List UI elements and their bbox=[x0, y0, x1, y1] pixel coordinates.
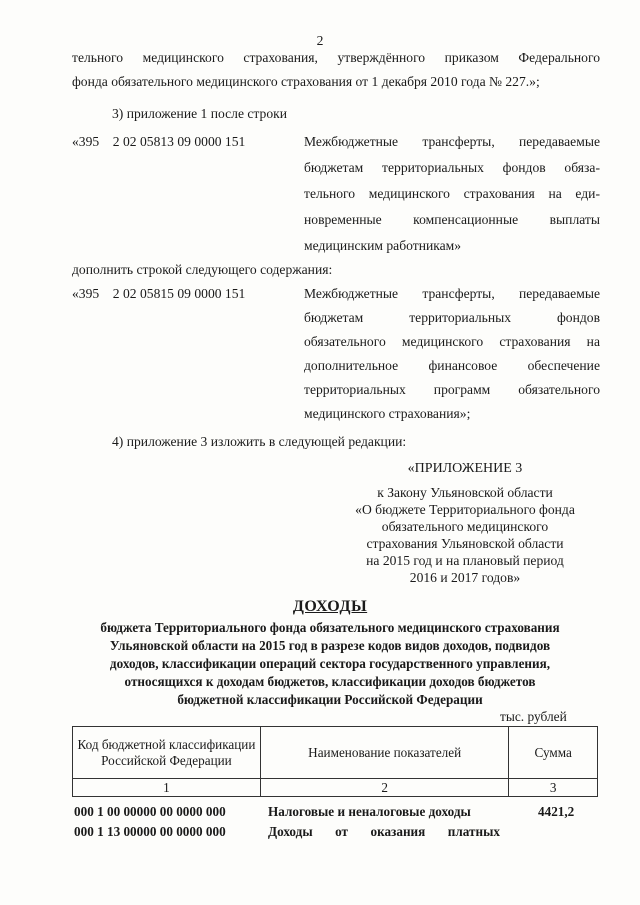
row-1-text-4: новременные компенсационные выплаты bbox=[304, 212, 600, 227]
appendix-title: «ПРИЛОЖЕНИЕ 3 bbox=[407, 461, 523, 476]
row-1-text-3: тельного медицинского страхования на еди- bbox=[304, 186, 600, 201]
row-2-text-1: Межбюджетные трансферты, передаваемые bbox=[304, 286, 600, 301]
intro-line-2: фонда обязательного медицинского страхования от 1 декабря 2010 года № 227.»; bbox=[72, 74, 540, 89]
table-row-1-name: Налоговые и неналоговые доходы bbox=[268, 804, 471, 819]
heading-title-text: ДОХОДЫ bbox=[292, 598, 368, 615]
table-number-row bbox=[73, 779, 598, 797]
appendix-line-4: страхования Ульяновской области bbox=[366, 536, 564, 551]
row-2-text-6: медицинского страхования»; bbox=[304, 406, 471, 421]
table-row-1-code: 000 1 00 00000 00 0000 000 bbox=[74, 804, 226, 819]
page-number: 2 bbox=[316, 33, 324, 48]
header-sum: Сумма bbox=[509, 727, 598, 779]
appendix-line-3: обязательного медицинского bbox=[381, 519, 549, 534]
heading-line-3: доходов, классификации операций сектора государственного управления, bbox=[109, 656, 551, 671]
row-1-text-2: бюджетам территориальных фондов обяза- bbox=[304, 160, 600, 175]
row-2-text-2: бюджетам территориальных фондов bbox=[304, 310, 600, 325]
row-2-text-5: территориальных программ обязательного bbox=[304, 382, 600, 397]
supplement-line: дополнить строкой следующего содержания: bbox=[72, 262, 333, 277]
row-1-text-1: Межбюджетные трансферты, передаваемые bbox=[304, 134, 600, 149]
column-number-2: 2 bbox=[260, 779, 509, 797]
row-2-code: «395 2 02 05815 09 0000 151 bbox=[72, 286, 246, 301]
table-row-2-name: Доходы от оказания платных bbox=[268, 824, 500, 839]
heading-title bbox=[40, 598, 620, 616]
appendix-line-6: 2016 и 2017 годов» bbox=[409, 570, 521, 585]
income-table bbox=[72, 726, 598, 797]
appendix-line-2: «О бюджете Территориального фонда bbox=[355, 502, 575, 517]
table-row-1-sum: 4421,2 bbox=[538, 804, 575, 819]
heading-line-5: бюджетной классификации Российской Федерации bbox=[177, 692, 483, 707]
row-1-text-5: медицинским работникам» bbox=[304, 238, 462, 253]
heading-line-4: относящихся к доходам бюджетов, классификации доходов бюджетов bbox=[124, 674, 536, 689]
appendix-line-1: к Закону Ульяновской области bbox=[377, 485, 553, 500]
item-3-label: 3) приложение 1 после строки bbox=[112, 106, 288, 121]
column-number-1: 1 bbox=[73, 779, 261, 797]
units-label: тыс. рублей bbox=[500, 709, 567, 724]
header-code: Код бюджетной классификации Российской Федерации bbox=[73, 727, 261, 779]
header-name: Наименование показателей bbox=[260, 727, 509, 779]
table-header-row bbox=[73, 727, 598, 779]
row-1-code: «395 2 02 05813 09 0000 151 bbox=[72, 134, 246, 149]
appendix-line-5: на 2015 год и на плановый период bbox=[366, 553, 564, 568]
table-row-2-code: 000 1 13 00000 00 0000 000 bbox=[74, 824, 226, 839]
heading-line-1: бюджета Территориального фонда обязательного медицинского страхования bbox=[100, 620, 560, 635]
intro-line-1: тельного медицинского страхования, утверждённого приказом Федерального bbox=[72, 50, 600, 65]
item-4-label: 4) приложение 3 изложить в следующей редакции: bbox=[112, 434, 407, 449]
row-2-text-3: обязательного медицинского страхования на bbox=[304, 334, 600, 349]
heading-line-2: Ульяновской области на 2015 год в разрезе кодов видов доходов, подвидов bbox=[109, 638, 551, 653]
row-2-text-4: дополнительное финансовое обеспечение bbox=[304, 358, 600, 373]
column-number-3: 3 bbox=[509, 779, 598, 797]
